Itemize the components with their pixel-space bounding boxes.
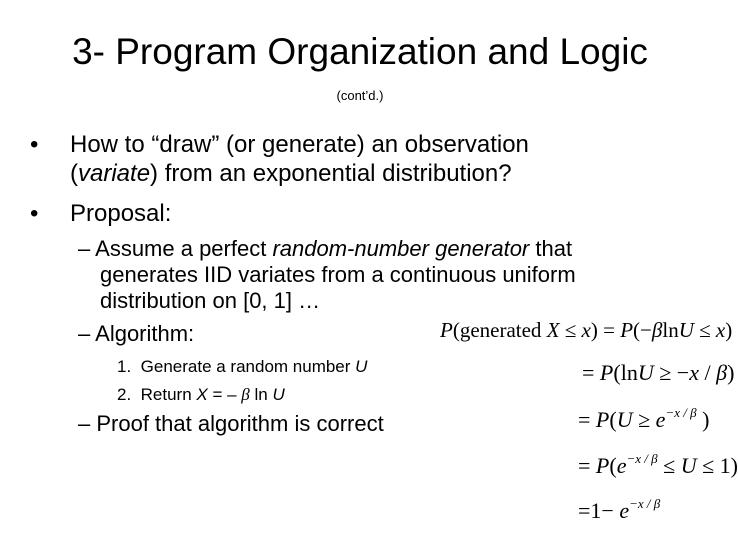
sub-assume-line-3: distribution on [0, 1] …: [100, 288, 321, 313]
rng-italic: random-number generator: [272, 236, 530, 261]
sub-algorithm: – Algorithm:: [78, 321, 195, 346]
bullet-dot-icon: •: [30, 200, 39, 227]
question-line-1: How to “draw” (or generate) an observation: [70, 131, 529, 158]
bullet-dot-icon: •: [30, 131, 39, 158]
step-2: 2. Return X = – β ln U: [117, 385, 285, 404]
dash-marker: –: [78, 411, 97, 436]
sub-assume-line-1: – Assume a perfect random-number generator that: [78, 236, 573, 261]
step-1: 1. Generate a random number U: [117, 357, 368, 376]
dash-marker: –: [78, 321, 96, 346]
question-line-2: (variate) from an exponential distribution?: [70, 160, 512, 187]
proposal-label: Proposal:: [70, 200, 172, 227]
equation-1: P(generated X ≤ x) = P(−βlnU ≤ x): [440, 318, 733, 342]
equation-5: $=1- e^{-x / \beta}$: [578, 496, 661, 523]
equation-4: = $P(e^{-x / \beta} \le U \le 1)$: [578, 451, 738, 478]
sub-proof: – Proof that algorithm is correct: [78, 411, 384, 436]
slide-subtitle: (cont’d.): [336, 88, 384, 103]
sub-assume-line-2: generates IID variates from a continuous uniform: [100, 262, 576, 287]
equation-3: = $P(U \ge e^{-x / \beta}$ ): [578, 405, 710, 432]
variate-italic: variate: [78, 160, 151, 187]
dash-marker: –: [78, 236, 96, 261]
equation-2: = P(lnU ≥ −x / β): [582, 360, 735, 385]
slide-title: 3- Program Organization and Logic: [72, 31, 648, 72]
